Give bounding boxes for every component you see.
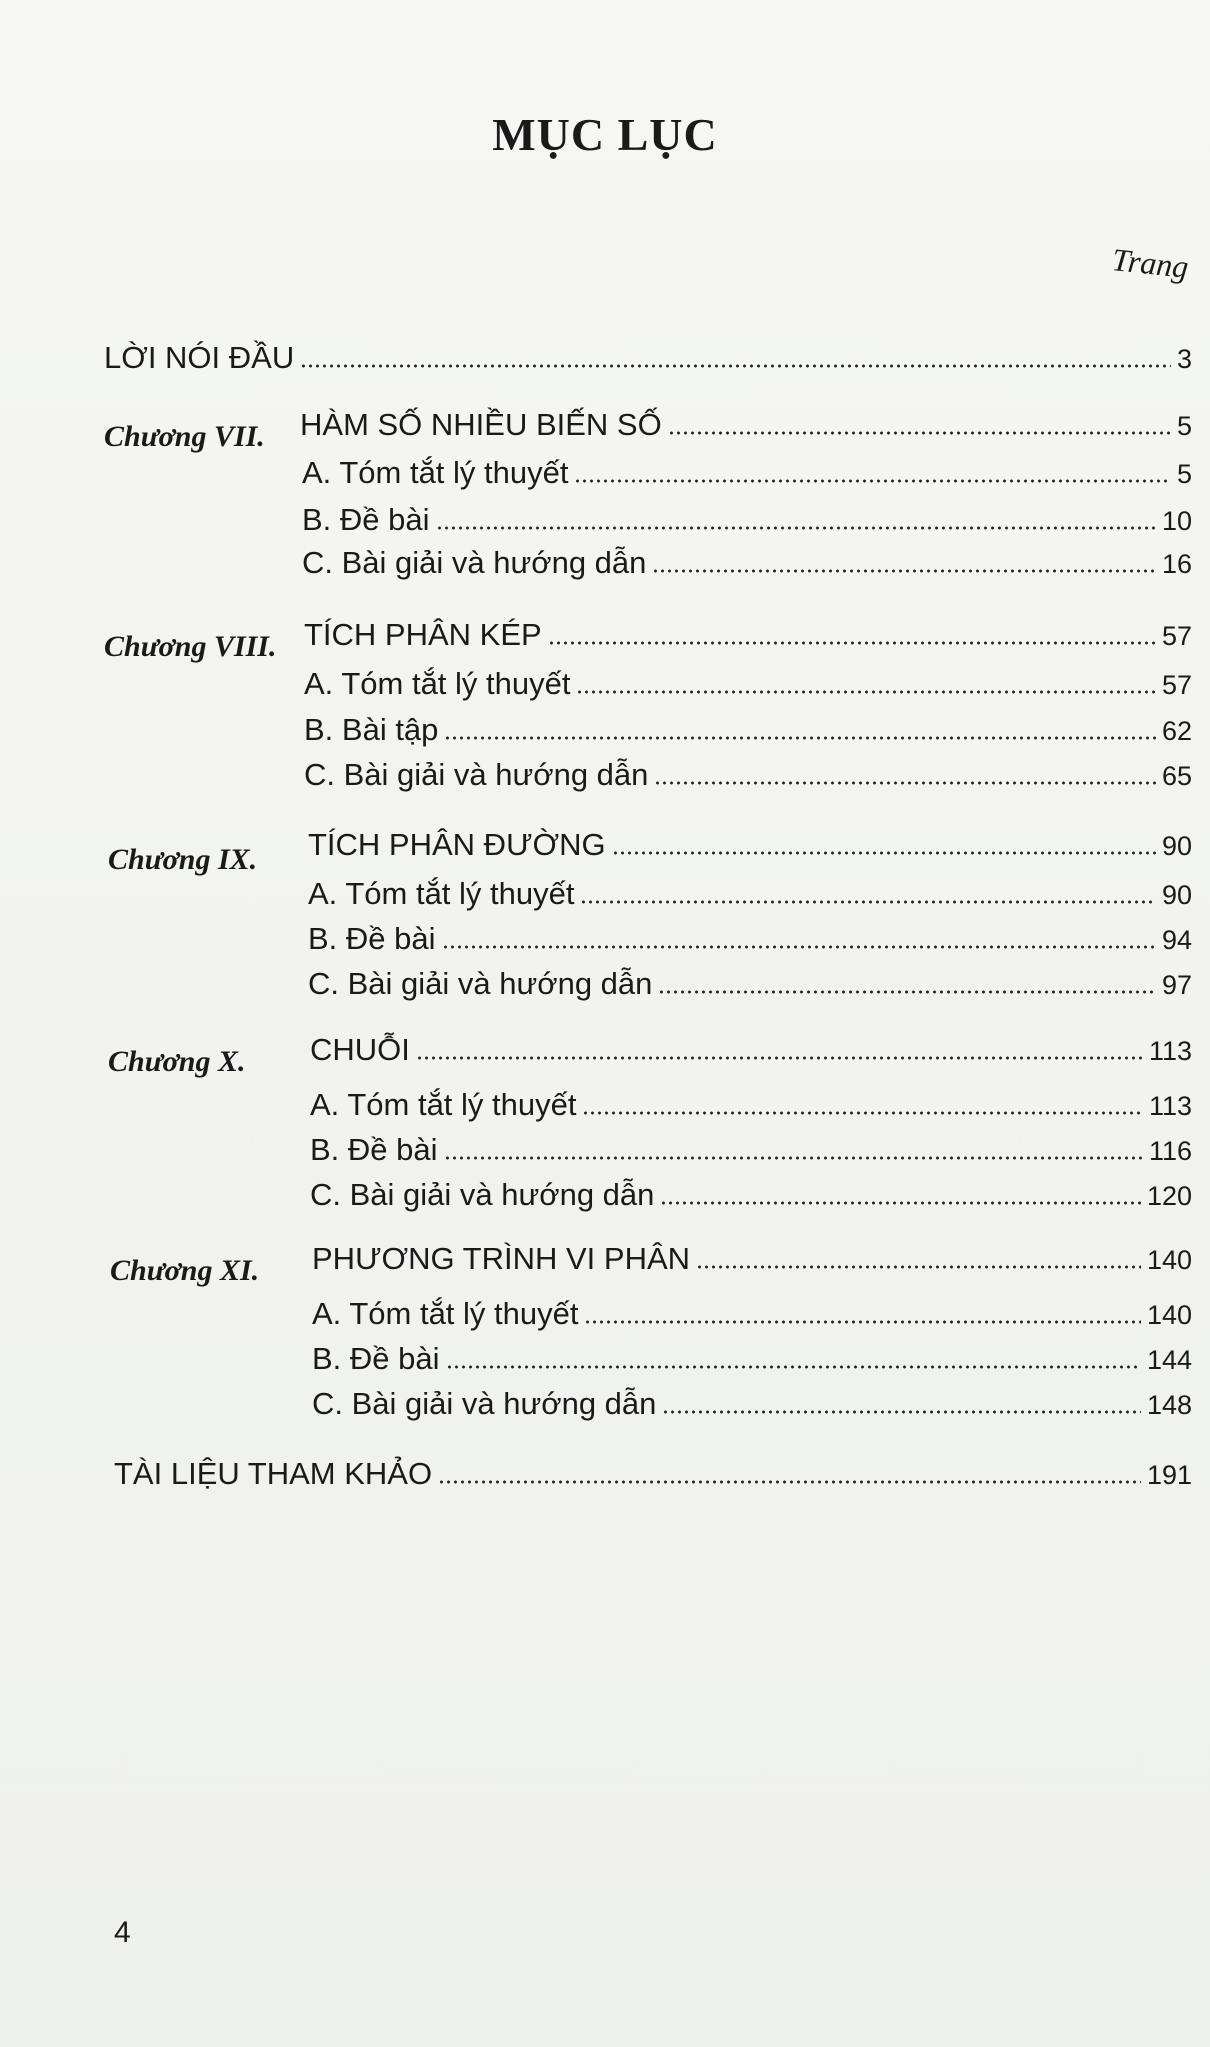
dot-leader (658, 990, 1156, 994)
toc-entry-page: 113 (1148, 1091, 1192, 1121)
chapter-label-viii: Chương VIII. (104, 630, 277, 663)
toc-entry-text: A. Tóm tắt lý thuyết (310, 1087, 577, 1122)
dot-leader (436, 526, 1156, 530)
dot-leader (438, 1480, 1141, 1484)
dot-leader (548, 641, 1156, 645)
toc-entry-section (302, 545, 1192, 581)
toc-entry-section (310, 1177, 1192, 1213)
toc-entry-text: HÀM SỐ NHIỀU BIẾN SỐ (300, 407, 662, 442)
toc-entry-page: 120 (1146, 1181, 1192, 1211)
toc-entry-page: 113 (1148, 1036, 1192, 1066)
dot-leader (668, 431, 1171, 435)
toc-entry-preface (104, 340, 1192, 376)
toc-entry-section (304, 757, 1192, 793)
toc-entry-page: 3 (1176, 344, 1192, 374)
dot-leader (446, 1365, 1141, 1369)
toc-entry-section (308, 921, 1192, 957)
toc-entry-page: 57 (1161, 670, 1192, 700)
toc-entry-page: 191 (1146, 1460, 1192, 1490)
dot-leader (580, 900, 1155, 904)
toc-entry-text: TÍCH PHÂN KÉP (304, 617, 542, 652)
toc-entry-text: C. Bài giải và hướng dẫn (304, 757, 649, 792)
toc-entry-section (310, 1132, 1192, 1168)
toc-entry-text: B. Đề bài (312, 1341, 440, 1376)
toc-entry-section (304, 712, 1192, 748)
toc-entry-section (304, 666, 1192, 702)
toc-entry-section (308, 966, 1192, 1002)
toc-entry-text: B. Đề bài (302, 502, 430, 537)
toc-entry-text: C. Bài giải và hướng dẫn (308, 966, 653, 1001)
dot-leader (696, 1265, 1141, 1269)
page-column-label: Trang (1110, 241, 1191, 285)
dot-leader (416, 1056, 1143, 1060)
toc-entry-text: B. Đề bài (310, 1132, 438, 1167)
toc-entry-text: C. Bài giải và hướng dẫn (302, 545, 647, 580)
toc-entry-text: B. Đề bài (308, 921, 436, 956)
toc-entry-page: 57 (1161, 621, 1192, 651)
dot-leader (444, 1156, 1143, 1160)
chapter-label-ix: Chương IX. (108, 843, 258, 876)
toc-entry-chapter-vii (300, 407, 1192, 443)
toc-entry-text: CHUỖI (310, 1032, 410, 1067)
toc-entry-page: 65 (1161, 761, 1192, 791)
toc-entry-text: TÍCH PHÂN ĐƯỜNG (308, 827, 606, 862)
dot-leader (582, 1111, 1142, 1115)
footer-page-number: 4 (114, 1916, 131, 1949)
dot-leader (652, 569, 1156, 573)
toc-entry-text: C. Bài giải và hướng dẫn (312, 1386, 657, 1421)
toc-entry-text: A. Tóm tắt lý thuyết (308, 876, 575, 911)
dot-leader (576, 690, 1155, 694)
chapter-label-xi: Chương XI. (110, 1254, 260, 1287)
toc-entry-text: B. Bài tập (304, 712, 439, 747)
toc-entry-page: 90 (1161, 831, 1192, 861)
toc-entry-section (302, 455, 1192, 491)
toc-entry-chapter-ix (308, 827, 1192, 863)
toc-entry-page: 140 (1146, 1245, 1192, 1275)
toc-entry-page: 97 (1161, 970, 1192, 1000)
toc-entry-page: 62 (1161, 716, 1192, 746)
toc-entry-text: TÀI LIỆU THAM KHẢO (114, 1456, 433, 1491)
toc-entry-references (114, 1456, 1192, 1492)
toc-entry-section (312, 1296, 1192, 1332)
toc-entry-page: 148 (1146, 1390, 1192, 1420)
toc-entry-page: 16 (1161, 549, 1192, 579)
toc-entry-page: 10 (1161, 506, 1192, 536)
toc-entry-text: LỜI NÓI ĐẦU (104, 340, 295, 375)
toc-entry-section (312, 1386, 1192, 1422)
toc-entry-page: 140 (1146, 1300, 1192, 1330)
dot-leader (574, 479, 1170, 483)
dot-leader (612, 851, 1156, 855)
dot-leader (660, 1201, 1141, 1205)
dot-leader (662, 1410, 1141, 1414)
dot-leader (654, 781, 1156, 785)
page-title: MỤC LỤC (492, 109, 718, 160)
toc-entry-text: A. Tóm tắt lý thuyết (302, 455, 569, 490)
toc-entry-page: 90 (1161, 880, 1192, 910)
toc-entry-section (308, 876, 1192, 912)
toc-entry-text: A. Tóm tắt lý thuyết (304, 666, 571, 701)
toc-entry-page: 116 (1148, 1136, 1192, 1166)
chapter-label-vii: Chương VII. (104, 420, 265, 453)
toc-entry-chapter-x (310, 1032, 1192, 1068)
toc-entry-chapter-xi (312, 1241, 1192, 1277)
toc-entry-text: PHƯƠNG TRÌNH VI PHÂN (312, 1241, 691, 1276)
dot-leader (584, 1320, 1140, 1324)
dot-leader (444, 736, 1156, 740)
dot-leader (442, 945, 1156, 949)
toc-entry-page: 5 (1176, 459, 1192, 489)
dot-leader (300, 364, 1171, 368)
toc-entry-page: 94 (1161, 925, 1192, 955)
toc-entry-text: A. Tóm tắt lý thuyết (312, 1296, 579, 1331)
toc-entry-text: C. Bài giải và hướng dẫn (310, 1177, 655, 1212)
toc-entry-page: 5 (1176, 411, 1192, 441)
toc-entry-chapter-viii (304, 617, 1192, 653)
toc-entry-section (312, 1341, 1192, 1377)
chapter-label-x: Chương X. (108, 1045, 246, 1078)
toc-entry-page: 144 (1146, 1345, 1192, 1375)
toc-entry-section (310, 1087, 1192, 1123)
toc-entry-section (302, 502, 1192, 538)
